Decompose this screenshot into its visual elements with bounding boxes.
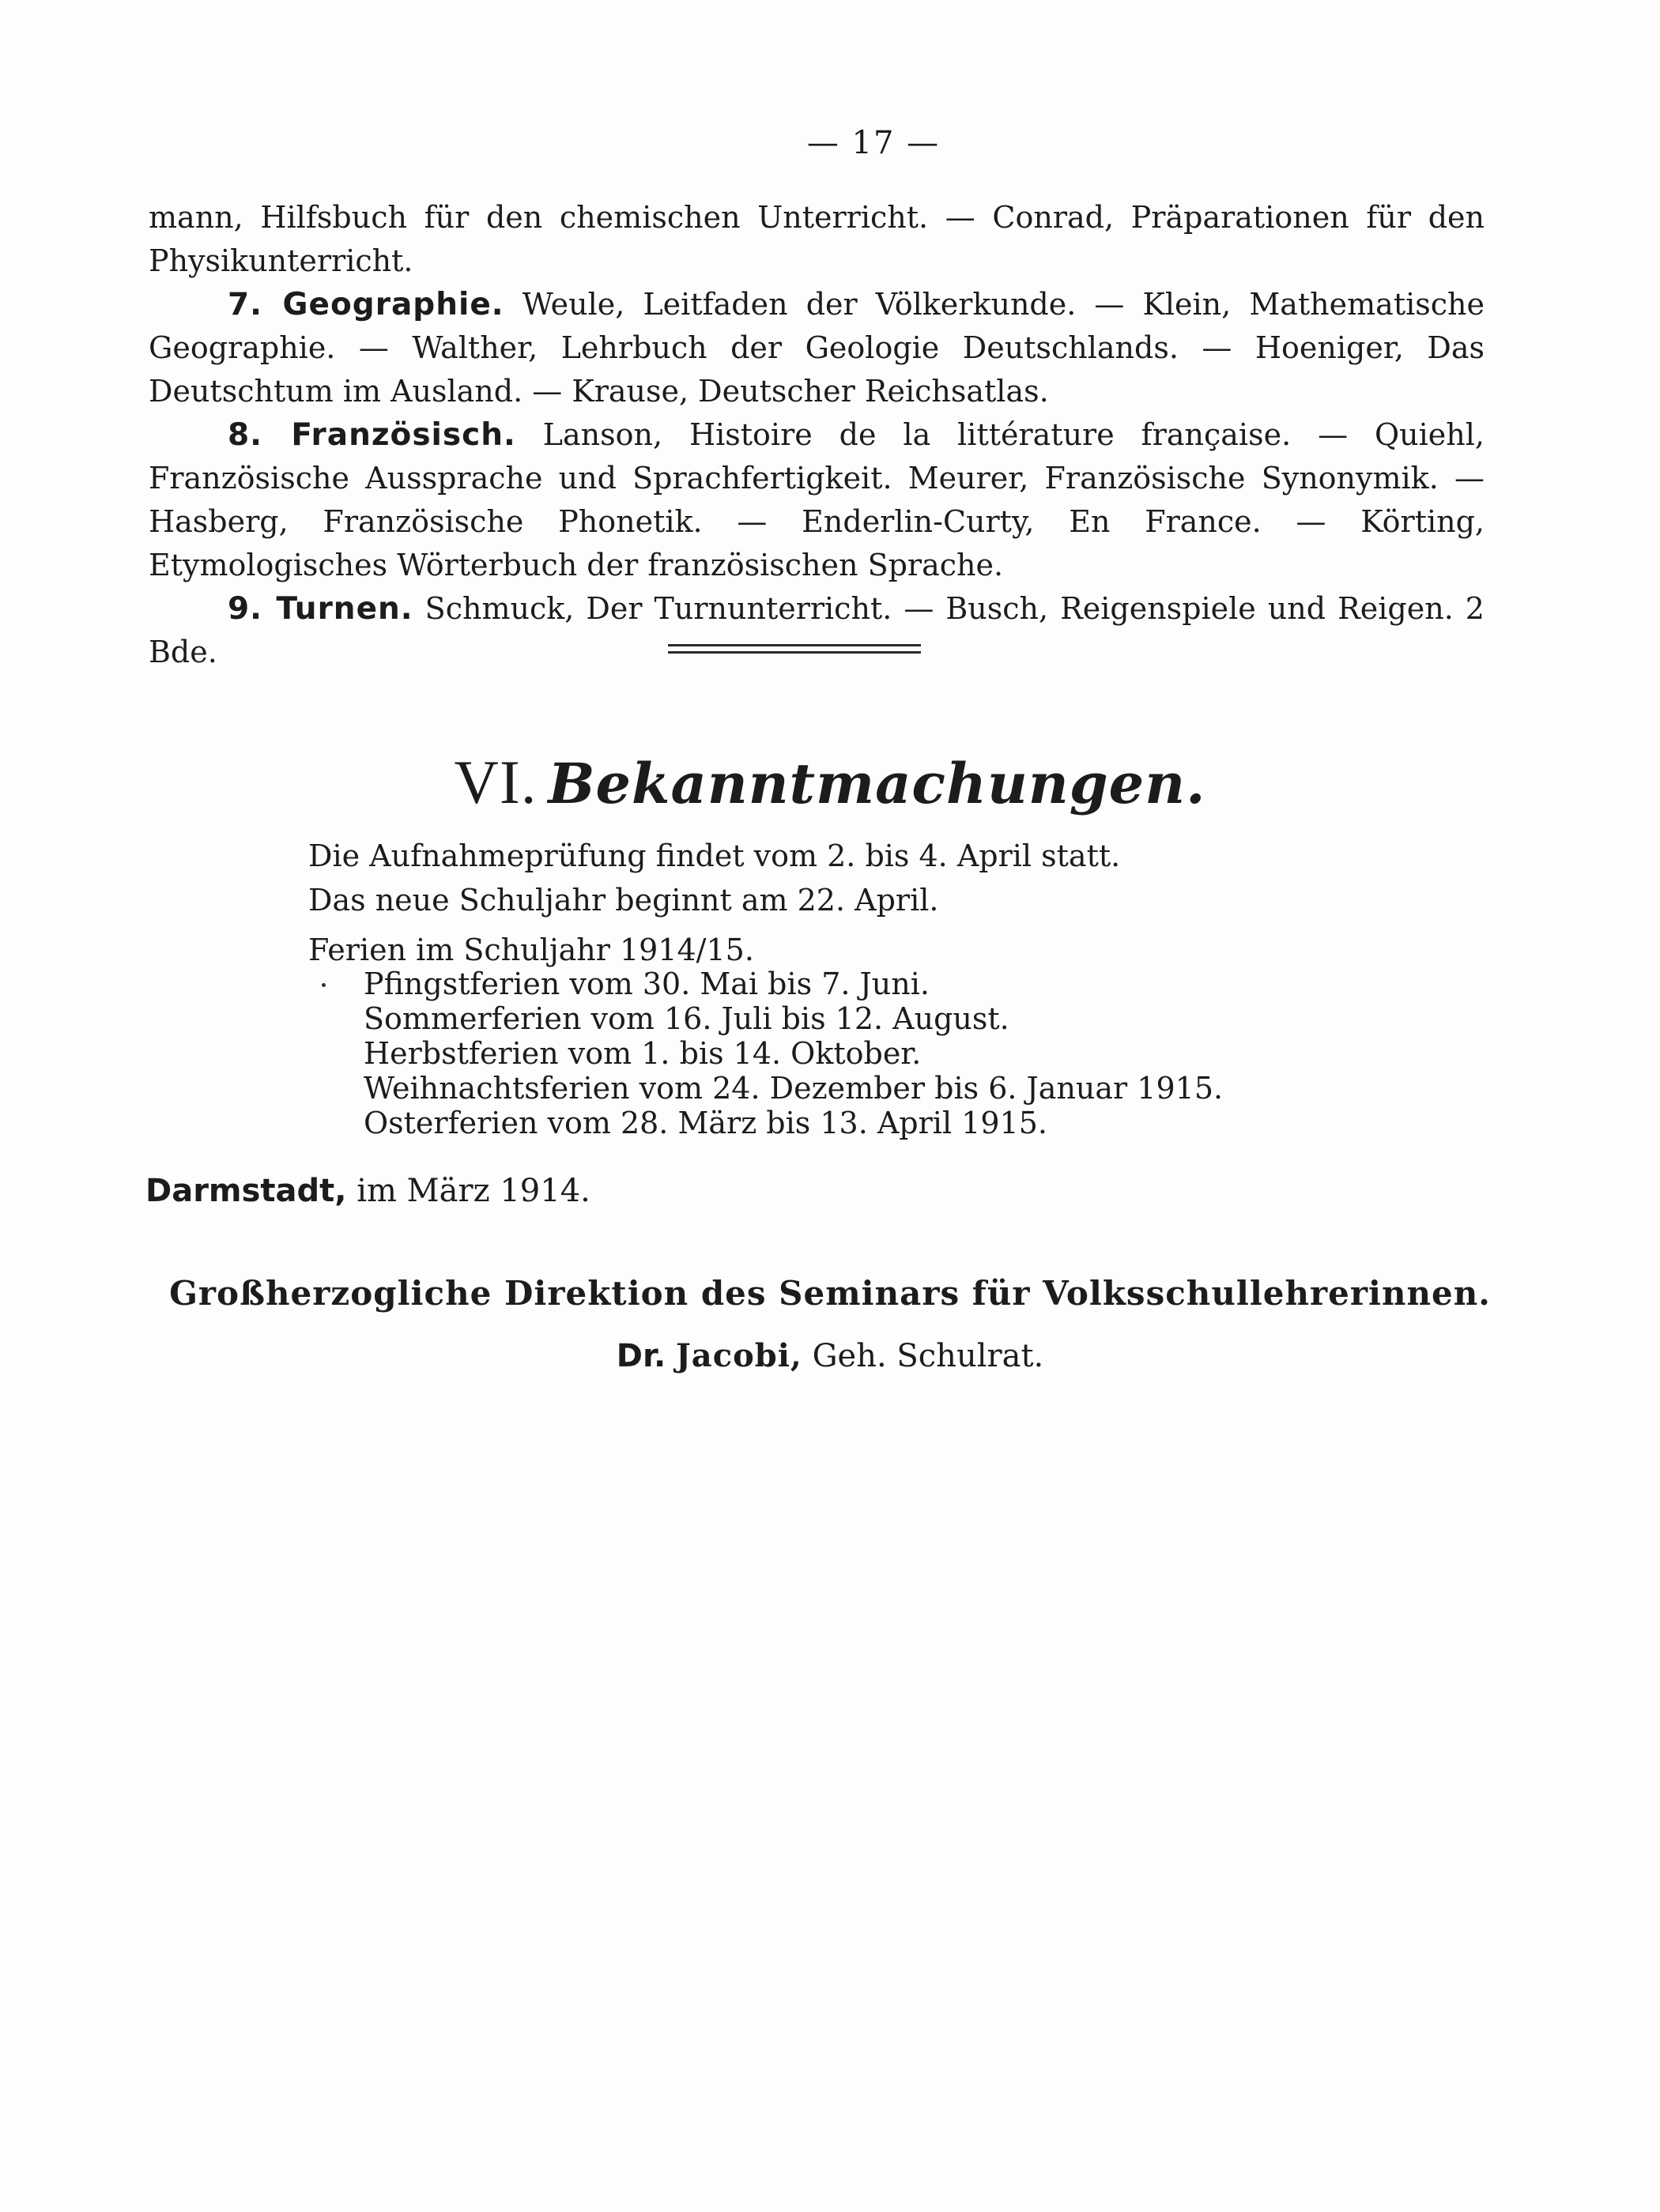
signature-line (0, 1337, 1660, 1374)
section-divider-top (668, 644, 921, 646)
issuing-authority: Großherzogliche Direktion des Seminars für Volksschullehrerinnen. (169, 1274, 1491, 1313)
notice-school-year: Das neue Schuljahr beginnt am 22. April. (308, 883, 939, 918)
subject-entry-turnen (149, 587, 1485, 674)
subject-text: Weule, Leitfaden der Völkerkunde. — Klein, Mathematische Geographie. — Walther, Lehrbuch der Geologie Deutschlands. — Hoeniger, Das Deutschtum im Ausland. — Krause, Deutscher Reichsatlas. (149, 287, 1485, 409)
subject-text: Lanson, Histoire de la littérature française. — Quiehl, Französische Aussprache und Sprachfertigkeit. Meurer, Französische Synonymik. — Hasberg, Französische Phonetik. — Enderlin-Curty, En France. — Körting, Etymologisches Wörterbuch der französischen Sprache. (149, 417, 1485, 582)
section-title: Bekanntmachungen. (548, 751, 1206, 816)
subject-entry-geographie (149, 283, 1485, 413)
literature-list (149, 196, 1485, 674)
signature-name: Jacobi, (675, 1337, 802, 1374)
subject-heading: 9. Turnen. (228, 591, 413, 627)
continued-paragraph: mann, Hilfsbuch für den chemischen Unterricht. — Conrad, Präparationen für den Physikunterricht. (149, 200, 1485, 278)
section-heading (0, 747, 1660, 818)
notice-entrance-exam: Die Aufnahmeprüfung findet vom 2. bis 4. April statt. (308, 838, 1121, 873)
subject-entry-franzoesisch (149, 413, 1485, 587)
signature-title: Geh. Schulrat. (812, 1338, 1044, 1374)
signature-prefix: Dr. (616, 1338, 666, 1374)
section-divider-bottom (668, 651, 921, 654)
holiday-item: Herbstferien vom 1. bis 14. Oktober. (364, 1036, 922, 1071)
holiday-item: Pfingstferien vom 30. Mai bis 7. Juni. (364, 967, 930, 1001)
holiday-list (364, 967, 1223, 1140)
subject-heading: 7. Geographie. (228, 287, 504, 322)
place-name: Darmstadt, (145, 1173, 347, 1209)
holiday-item: Sommerferien vom 16. Juli bis 12. August. (364, 1001, 1009, 1036)
holiday-item: Weihnachtsferien vom 24. Dezember bis 6. Januar 1915. (364, 1071, 1224, 1106)
date-text: im März 1914. (357, 1173, 590, 1209)
page-number: — 17 — (806, 125, 941, 161)
section-numeral: VI. (454, 748, 538, 816)
stray-dot (322, 983, 326, 987)
subject-heading: 8. Französisch. (228, 417, 516, 453)
holiday-item: Osterferien vom 28. März bis 13. April 1915. (364, 1106, 1047, 1140)
holidays-heading: Ferien im Schuljahr 1914/15. (308, 933, 754, 967)
place-date-line (145, 1173, 590, 1209)
subject-text: Schmuck, Der Turnunterricht. — Busch, Reigenspiele und Reigen. 2 Bde. (149, 591, 1485, 669)
